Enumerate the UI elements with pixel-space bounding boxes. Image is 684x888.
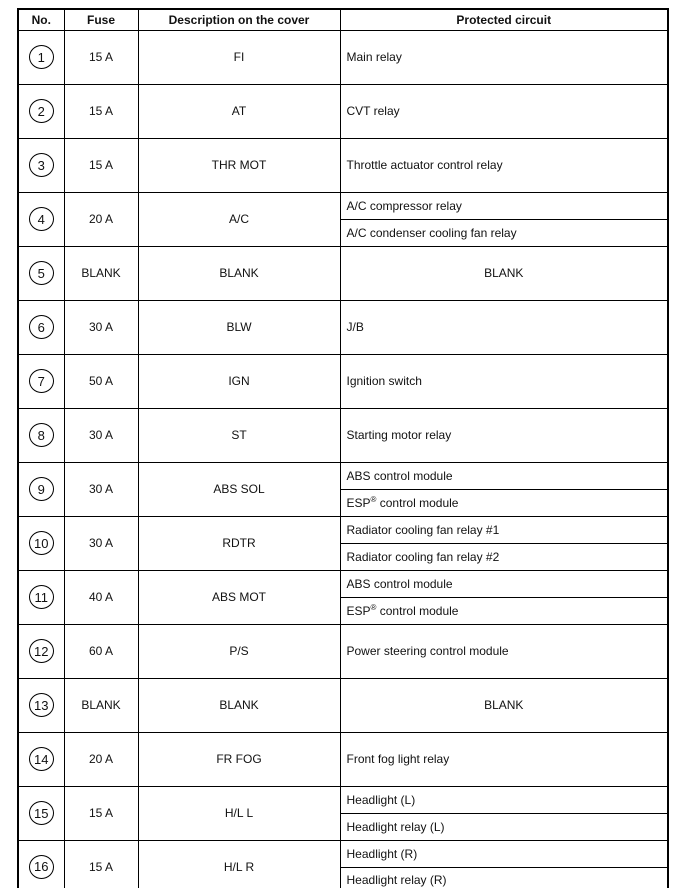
fuse-rating-cell: 60 A: [64, 624, 138, 678]
circled-number: 1: [29, 45, 54, 69]
protected-circuit-cell: J/B: [340, 300, 668, 354]
fuse-number-cell: [18, 138, 64, 192]
fuse-rating-cell: 15 A: [64, 30, 138, 84]
table-row: [18, 408, 668, 462]
col-header-fuse: Fuse: [64, 9, 138, 30]
fuse-number-cell: [18, 462, 64, 516]
fuse-number-cell: [18, 570, 64, 624]
table-row: [18, 840, 668, 867]
header-row: [18, 9, 668, 30]
table-row: [18, 192, 668, 219]
fuse-number-cell: [18, 516, 64, 570]
circled-number: 9: [29, 477, 54, 501]
protected-circuit-cell: A/C compressor relay: [340, 192, 668, 219]
fuse-rating-cell: 15 A: [64, 138, 138, 192]
table-row: [18, 732, 668, 786]
table-row: [18, 462, 668, 489]
protected-circuit-cell: Headlight (L): [340, 786, 668, 813]
cover-description-cell: ABS SOL: [138, 462, 340, 516]
protected-circuit-cell: ESP® control module: [340, 489, 668, 516]
circled-number: 12: [29, 639, 54, 663]
cover-description-cell: AT: [138, 84, 340, 138]
fuse-number-cell: [18, 354, 64, 408]
cover-description-cell: H/L L: [138, 786, 340, 840]
protected-circuit-cell: Headlight (R): [340, 840, 668, 867]
protected-circuit-cell: A/C condenser cooling fan relay: [340, 219, 668, 246]
protected-circuit-cell: BLANK: [340, 678, 668, 732]
cover-description-cell: RDTR: [138, 516, 340, 570]
fuse-rating-cell: 20 A: [64, 732, 138, 786]
table-row: [18, 516, 668, 543]
fuse-rating-cell: BLANK: [64, 678, 138, 732]
protected-circuit-cell: BLANK: [340, 246, 668, 300]
fuse-rating-cell: 40 A: [64, 570, 138, 624]
circled-number: 7: [29, 369, 54, 393]
fuse-rating-cell: 50 A: [64, 354, 138, 408]
fuse-rating-cell: 30 A: [64, 516, 138, 570]
protected-circuit-cell: Starting motor relay: [340, 408, 668, 462]
table-row: [18, 30, 668, 84]
fuse-rating-cell: 30 A: [64, 408, 138, 462]
cover-description-cell: THR MOT: [138, 138, 340, 192]
fuse-number-cell: [18, 840, 64, 888]
col-header-protected-circuit: Protected circuit: [340, 9, 668, 30]
fuse-number-cell: [18, 624, 64, 678]
fuse-rating-cell: 15 A: [64, 786, 138, 840]
fuse-number-cell: [18, 246, 64, 300]
protected-circuit-cell: Ignition switch: [340, 354, 668, 408]
circled-number: 10: [29, 531, 54, 555]
col-header-no: No.: [18, 9, 64, 30]
protected-circuit-cell: Front fog light relay: [340, 732, 668, 786]
fuse-rating-cell: 30 A: [64, 300, 138, 354]
fuse-number-cell: [18, 786, 64, 840]
fuse-number-cell: [18, 678, 64, 732]
circled-number: 2: [29, 99, 54, 123]
table-row: [18, 138, 668, 192]
table-row: [18, 678, 668, 732]
fuse-rating-cell: 15 A: [64, 840, 138, 888]
protected-circuit-cell: ABS control module: [340, 462, 668, 489]
cover-description-cell: FI: [138, 30, 340, 84]
fuse-number-cell: [18, 30, 64, 84]
cover-description-cell: ABS MOT: [138, 570, 340, 624]
fuse-number-cell: [18, 732, 64, 786]
col-header-description: Description on the cover: [138, 9, 340, 30]
protected-circuit-cell: Radiator cooling fan relay #2: [340, 543, 668, 570]
protected-circuit-cell: Main relay: [340, 30, 668, 84]
protected-circuit-cell: ABS control module: [340, 570, 668, 597]
fuse-number-cell: [18, 408, 64, 462]
table-row: [18, 246, 668, 300]
fuse-number-cell: [18, 300, 64, 354]
fuse-number-cell: [18, 192, 64, 246]
cover-description-cell: BLANK: [138, 678, 340, 732]
table-row: [18, 300, 668, 354]
circled-number: 16: [29, 855, 54, 879]
fuse-rating-cell: 20 A: [64, 192, 138, 246]
circled-number: 15: [29, 801, 54, 825]
fuse-rating-cell: 15 A: [64, 84, 138, 138]
circled-number: 5: [29, 261, 54, 285]
fuse-rating-cell: 30 A: [64, 462, 138, 516]
circled-number: 3: [29, 153, 54, 177]
fuse-table: [17, 8, 669, 888]
protected-circuit-cell: ESP® control module: [340, 597, 668, 624]
fuse-rating-cell: BLANK: [64, 246, 138, 300]
protected-circuit-cell: CVT relay: [340, 84, 668, 138]
circled-number: 13: [29, 693, 54, 717]
cover-description-cell: IGN: [138, 354, 340, 408]
table-row: [18, 354, 668, 408]
cover-description-cell: BLW: [138, 300, 340, 354]
protected-circuit-cell: Radiator cooling fan relay #1: [340, 516, 668, 543]
protected-circuit-cell: Power steering control module: [340, 624, 668, 678]
circled-number: 8: [29, 423, 54, 447]
cover-description-cell: A/C: [138, 192, 340, 246]
protected-circuit-cell: Throttle actuator control relay: [340, 138, 668, 192]
protected-circuit-cell: Headlight relay (R): [340, 867, 668, 888]
circled-number: 11: [29, 585, 54, 609]
circled-number: 6: [29, 315, 54, 339]
cover-description-cell: H/L R: [138, 840, 340, 888]
cover-description-cell: BLANK: [138, 246, 340, 300]
fuse-number-cell: [18, 84, 64, 138]
table-row: [18, 786, 668, 813]
cover-description-cell: P/S: [138, 624, 340, 678]
circled-number: 4: [29, 207, 54, 231]
table-row: [18, 570, 668, 597]
protected-circuit-cell: Headlight relay (L): [340, 813, 668, 840]
table-row: [18, 624, 668, 678]
table-row: [18, 84, 668, 138]
cover-description-cell: FR FOG: [138, 732, 340, 786]
cover-description-cell: ST: [138, 408, 340, 462]
circled-number: 14: [29, 747, 54, 771]
